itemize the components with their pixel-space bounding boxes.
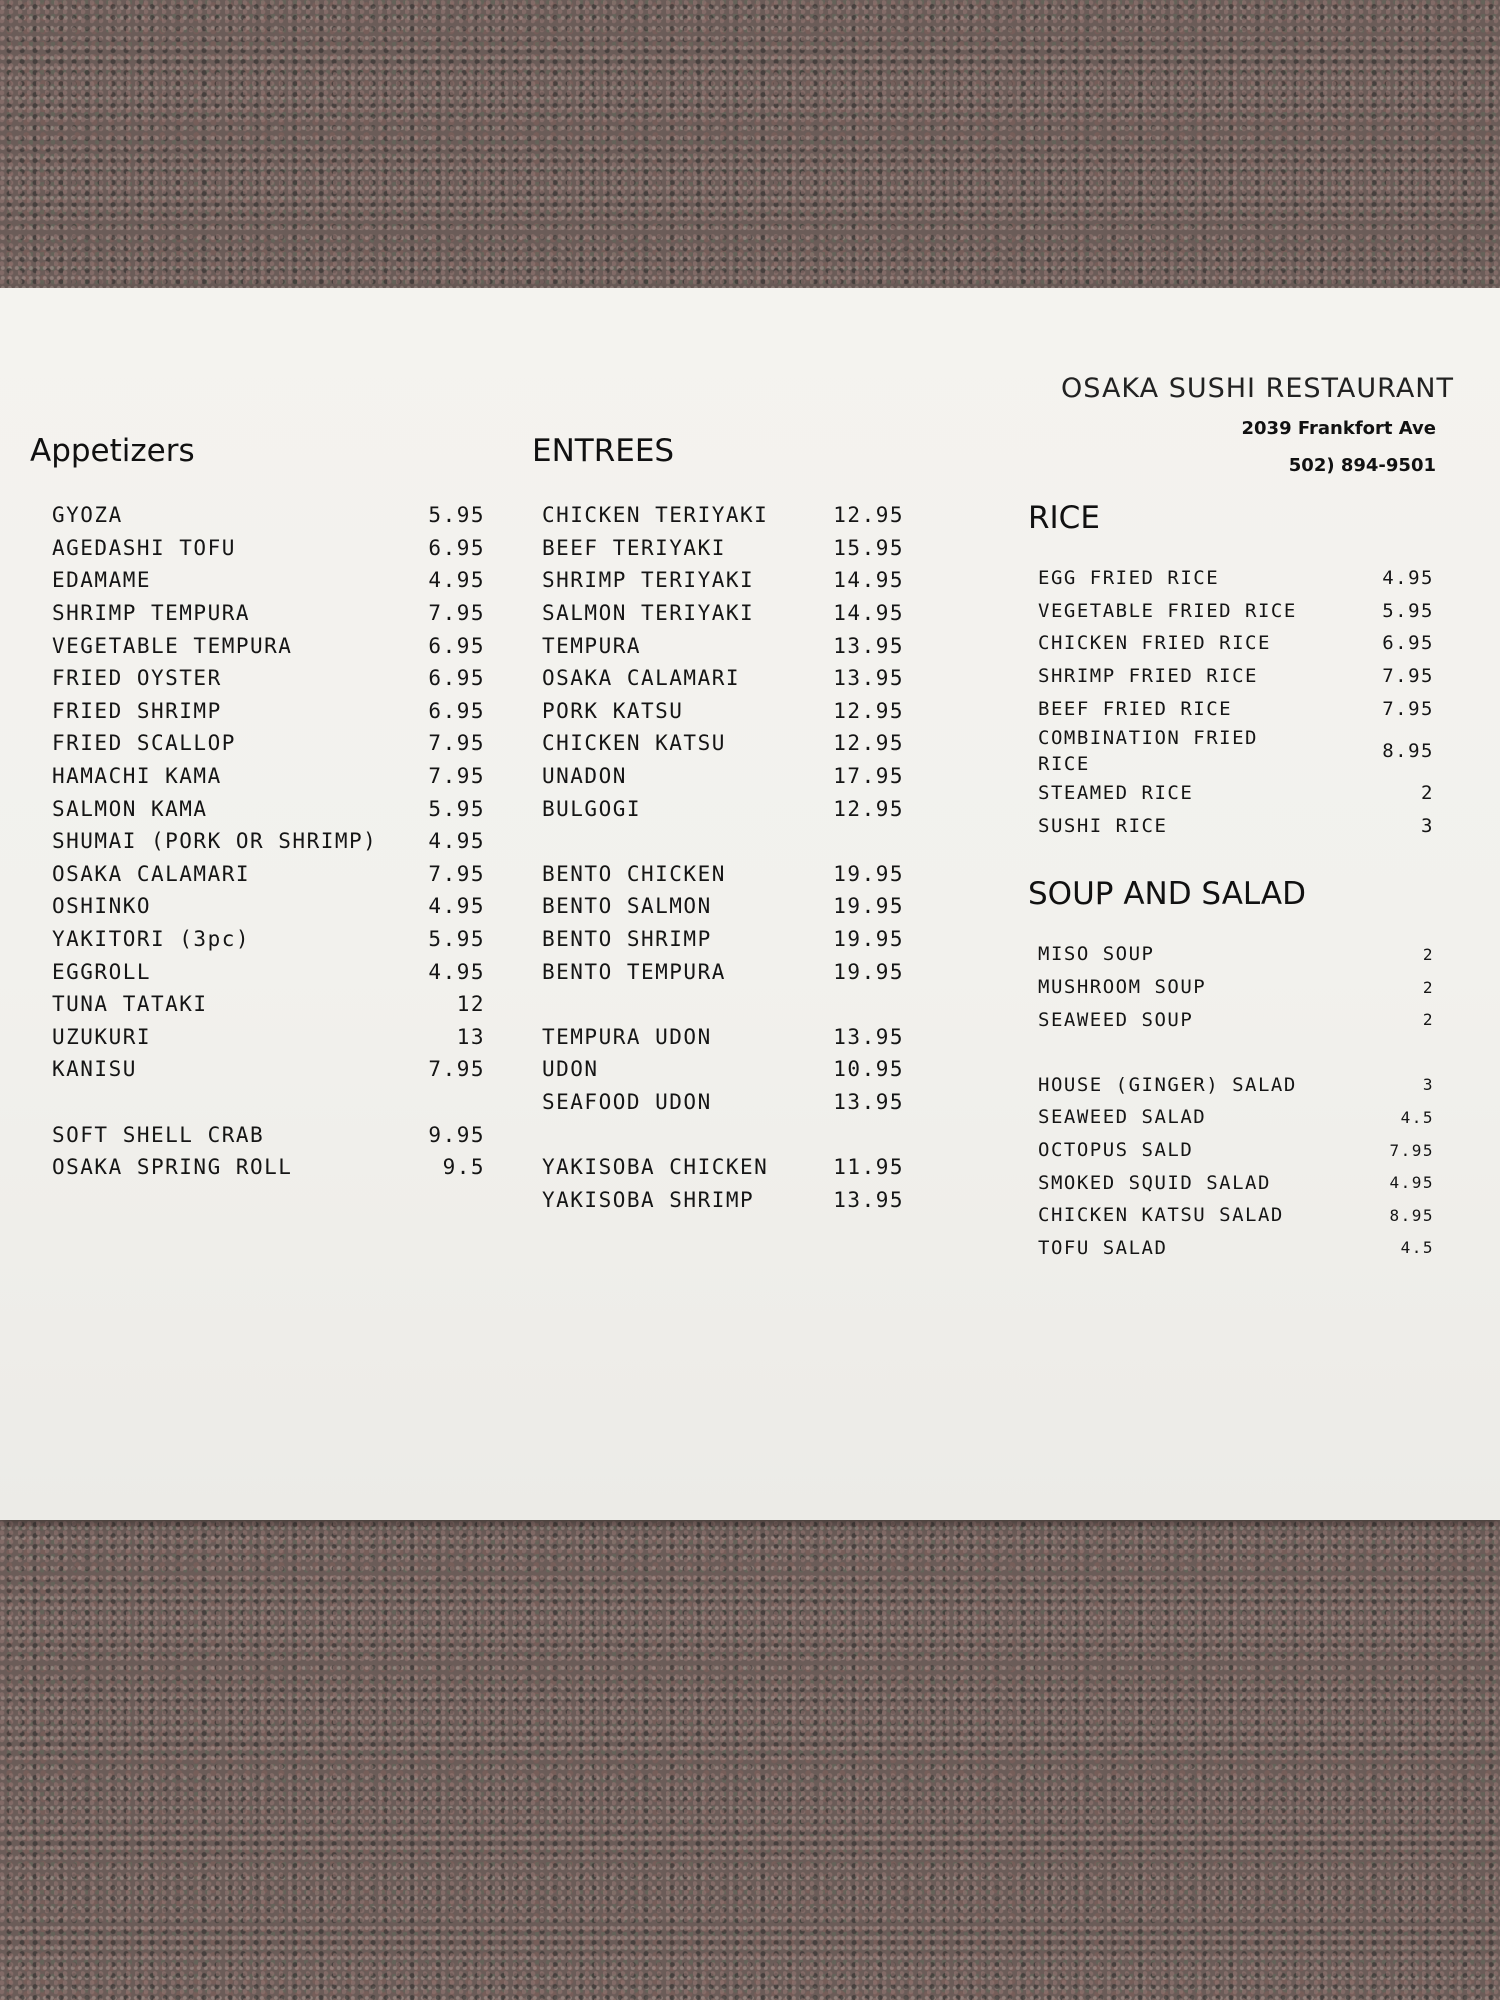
- item-price: 19.95: [833, 927, 904, 952]
- item-price: 6.95: [428, 666, 485, 691]
- item-name: HOUSE (GINGER) SALAD: [1038, 1073, 1297, 1096]
- item-price: 12.95: [833, 731, 904, 756]
- item-name: FRIED SHRIMP: [52, 698, 222, 723]
- item-name: TEMPURA UDON: [542, 1024, 712, 1049]
- item-price: 2: [1422, 944, 1434, 964]
- menu-item: [542, 662, 904, 695]
- item-price: 14.95: [833, 601, 904, 626]
- menu-item: [1038, 938, 1434, 971]
- item-price: 14.95: [833, 568, 904, 593]
- item-price: 13.95: [833, 1024, 904, 1049]
- item-name: CHICKEN KATSU: [542, 731, 726, 756]
- item-price: 12.95: [833, 698, 904, 723]
- item-name: SMOKED SQUID SALAD: [1038, 1171, 1271, 1194]
- item-name: SUSHI RICE: [1038, 814, 1168, 837]
- appetizers-section: [30, 433, 485, 1183]
- menu-item: [52, 988, 485, 1021]
- item-name: TEMPURA: [542, 633, 642, 658]
- item-price: 5.95: [428, 796, 485, 821]
- item-name: BENTO SHRIMP: [542, 927, 712, 952]
- restaurant-phone: 502) 894-9501: [1288, 455, 1436, 476]
- menu-item: [542, 955, 904, 988]
- spacer: [52, 1086, 485, 1119]
- item-price: 6.95: [428, 698, 485, 723]
- item-price: 19.95: [833, 861, 904, 886]
- item-price: 13.95: [833, 666, 904, 691]
- item-name: SALMON KAMA: [52, 796, 208, 821]
- menu-item: [542, 760, 904, 793]
- item-price: 3: [1422, 1075, 1434, 1095]
- item-price: 4.95: [428, 829, 485, 854]
- item-price: 7.95: [428, 861, 485, 886]
- item-price: 7.95: [428, 1057, 485, 1082]
- item-price: 8.95: [1382, 739, 1434, 762]
- entrees-section: [532, 433, 904, 1216]
- restaurant-address: 2039 Frankfort Ave: [1241, 418, 1436, 439]
- item-name: GYOZA: [52, 503, 123, 528]
- entrees-title: ENTREES: [532, 433, 675, 469]
- menu-item: [52, 695, 485, 728]
- item-name: CHICKEN FRIED RICE: [1038, 632, 1271, 655]
- item-name: BENTO TEMPURA: [542, 959, 726, 984]
- menu-item: [542, 1021, 904, 1054]
- menu-item: [1038, 971, 1434, 1004]
- item-price: 5.95: [428, 503, 485, 528]
- item-price: 10.95: [833, 1057, 904, 1082]
- appetizers-list: [30, 499, 485, 1183]
- menu-header: [1061, 373, 1454, 476]
- item-price: 7.95: [1382, 697, 1434, 720]
- restaurant-name: OSAKA SUSHI RESTAURANT: [1061, 373, 1454, 404]
- item-price: 12.95: [833, 796, 904, 821]
- item-price: 12.95: [833, 503, 904, 528]
- item-name: OSHINKO: [52, 894, 152, 919]
- item-price: 4.95: [428, 959, 485, 984]
- item-name: FRIED OYSTER: [52, 666, 222, 691]
- item-name: CHICKEN TERIYAKI: [542, 503, 769, 528]
- spacer: [1038, 1036, 1434, 1069]
- menu-item: [1038, 1232, 1434, 1265]
- item-name: CHICKEN KATSU SALAD: [1038, 1204, 1284, 1227]
- rice-title: RICE: [1028, 500, 1100, 536]
- spacer: [542, 1118, 904, 1151]
- menu-item: [52, 825, 485, 858]
- menu-item: [52, 760, 485, 793]
- menu-item: [1038, 1166, 1434, 1199]
- item-price: 7.95: [428, 731, 485, 756]
- menu-item: [542, 597, 904, 630]
- menu-item: [52, 629, 485, 662]
- item-price: 8.95: [1389, 1205, 1434, 1225]
- item-name: COMBINATION FRIED RICE: [1038, 726, 1258, 775]
- item-name: EGGROLL: [52, 959, 152, 984]
- item-name: SEAWEED SOUP: [1038, 1008, 1194, 1031]
- menu-item: [1038, 1069, 1434, 1102]
- menu-item: [1038, 1003, 1434, 1036]
- item-price: 2: [1421, 782, 1434, 805]
- item-price: 4.95: [428, 568, 485, 593]
- menu-item: [52, 923, 485, 956]
- item-price: 5.95: [1382, 599, 1434, 622]
- menu-item: [542, 532, 904, 565]
- menu-item: [52, 662, 485, 695]
- item-name: VEGETABLE FRIED RICE: [1038, 599, 1297, 622]
- item-price: 5.95: [428, 927, 485, 952]
- item-price: 13.95: [833, 633, 904, 658]
- menu-item: [1038, 562, 1434, 595]
- item-price: 4.5: [1400, 1107, 1434, 1127]
- item-price: 7.95: [1389, 1140, 1434, 1160]
- item-name: STEAMED RICE: [1038, 782, 1194, 805]
- rice-list: [1028, 562, 1434, 842]
- menu-item: [52, 890, 485, 923]
- item-name: AGEDASHI TOFU: [52, 535, 236, 560]
- item-name: SHRIMP TEMPURA: [52, 601, 251, 626]
- spacer: [542, 825, 904, 858]
- menu-item: [542, 564, 904, 597]
- item-price: 7.95: [428, 601, 485, 626]
- item-name: BEEF TERIYAKI: [542, 535, 726, 560]
- menu-paper: [0, 288, 1500, 1520]
- item-price: 2: [1422, 977, 1434, 997]
- soup-list: [1028, 938, 1434, 1264]
- menu-item: [542, 499, 904, 532]
- spacer: [542, 988, 904, 1021]
- item-price: 4.95: [428, 894, 485, 919]
- item-name: EGG FRIED RICE: [1038, 567, 1220, 590]
- item-name: EDAMAME: [52, 568, 152, 593]
- item-price: 12: [456, 992, 485, 1017]
- menu-item: [542, 923, 904, 956]
- item-name: TOFU SALAD: [1038, 1236, 1168, 1259]
- menu-item: [52, 1021, 485, 1054]
- item-name: SEAWEED SALAD: [1038, 1106, 1207, 1129]
- menu-item: [52, 499, 485, 532]
- item-name: UZUKURI: [52, 1024, 152, 1049]
- item-price: 15.95: [833, 535, 904, 560]
- menu-item: [52, 858, 485, 891]
- menu-item: [542, 890, 904, 923]
- menu-item: [52, 1053, 485, 1086]
- item-name: UNADON: [542, 764, 627, 789]
- item-name: BULGOGI: [542, 796, 642, 821]
- item-name: BEEF FRIED RICE: [1038, 697, 1233, 720]
- item-price: 13: [456, 1024, 485, 1049]
- item-name: SEAFOOD UDON: [542, 1089, 712, 1114]
- menu-item: [52, 564, 485, 597]
- item-price: 3: [1421, 814, 1434, 837]
- item-name: OSAKA SPRING ROLL: [52, 1155, 293, 1180]
- menu-item: [1038, 627, 1434, 660]
- item-price: 7.95: [428, 764, 485, 789]
- item-price: 6.95: [1382, 632, 1434, 655]
- menu-item: [542, 1183, 904, 1216]
- menu-item: [52, 532, 485, 565]
- item-price: 4.95: [1382, 567, 1434, 590]
- menu-item: [52, 792, 485, 825]
- menu-item: [1038, 595, 1434, 628]
- item-price: 6.95: [428, 633, 485, 658]
- item-name: YAKISOBA SHRIMP: [542, 1187, 755, 1212]
- menu-item: [1038, 692, 1434, 725]
- item-name: UDON: [542, 1057, 599, 1082]
- item-name: SHRIMP FRIED RICE: [1038, 665, 1258, 688]
- menu-item: [542, 727, 904, 760]
- menu-item: [542, 1086, 904, 1119]
- menu-item: [52, 1118, 485, 1151]
- item-price: 6.95: [428, 535, 485, 560]
- menu-item: [52, 727, 485, 760]
- item-name: OSAKA CALAMARI: [52, 861, 251, 886]
- item-name: SOFT SHELL CRAB: [52, 1122, 265, 1147]
- menu-item: [1038, 1199, 1434, 1232]
- item-price: 4.5: [1400, 1238, 1434, 1258]
- menu-item: [542, 792, 904, 825]
- item-name: HAMACHI KAMA: [52, 764, 222, 789]
- item-name: YAKITORI (3pc): [52, 927, 251, 952]
- item-price: 17.95: [833, 764, 904, 789]
- item-price: 19.95: [833, 959, 904, 984]
- item-price: 2: [1422, 1010, 1434, 1030]
- menu-item: [52, 1151, 485, 1184]
- item-name: OCTOPUS SALD: [1038, 1139, 1194, 1162]
- item-name: SHUMAI (PORK OR SHRIMP): [52, 829, 378, 854]
- item-name: BENTO CHICKEN: [542, 861, 726, 886]
- item-name: SHRIMP TERIYAKI: [542, 568, 755, 593]
- appetizers-title: Appetizers: [30, 433, 195, 469]
- item-name: KANISU: [52, 1057, 137, 1082]
- item-name: OSAKA CALAMARI: [542, 666, 741, 691]
- item-name: VEGETABLE TEMPURA: [52, 633, 293, 658]
- entrees-list: [532, 499, 904, 1216]
- item-price: 4.95: [1389, 1173, 1434, 1193]
- item-name: SALMON TERIYAKI: [542, 601, 755, 626]
- item-price: 9.5: [442, 1155, 485, 1180]
- item-name: MUSHROOM SOUP: [1038, 976, 1207, 999]
- item-name: TUNA TATAKI: [52, 992, 208, 1017]
- item-price: 19.95: [833, 894, 904, 919]
- menu-item: [1038, 1101, 1434, 1134]
- menu-item: [52, 597, 485, 630]
- item-name: BENTO SALMON: [542, 894, 712, 919]
- item-name: FRIED SCALLOP: [52, 731, 236, 756]
- item-price: 9.95: [428, 1122, 485, 1147]
- menu-item: [52, 955, 485, 988]
- item-price: 7.95: [1382, 665, 1434, 688]
- menu-item: [1038, 660, 1434, 693]
- rice-soup-section: [1028, 500, 1434, 1264]
- menu-item: [1038, 810, 1434, 843]
- menu-item: [1038, 1134, 1434, 1167]
- menu-item: [1038, 725, 1434, 777]
- menu-item: [1038, 777, 1434, 810]
- menu-item: [542, 1151, 904, 1184]
- menu-item: [542, 629, 904, 662]
- menu-item: [542, 1053, 904, 1086]
- item-price: 13.95: [833, 1187, 904, 1212]
- item-name: YAKISOBA CHICKEN: [542, 1155, 769, 1180]
- menu-item: [542, 858, 904, 891]
- soup-salad-title: SOUP AND SALAD: [1028, 876, 1306, 913]
- item-price: 11.95: [833, 1155, 904, 1180]
- menu-item: [542, 695, 904, 728]
- item-name: MISO SOUP: [1038, 943, 1155, 966]
- item-name: PORK KATSU: [542, 698, 684, 723]
- item-price: 13.95: [833, 1089, 904, 1114]
